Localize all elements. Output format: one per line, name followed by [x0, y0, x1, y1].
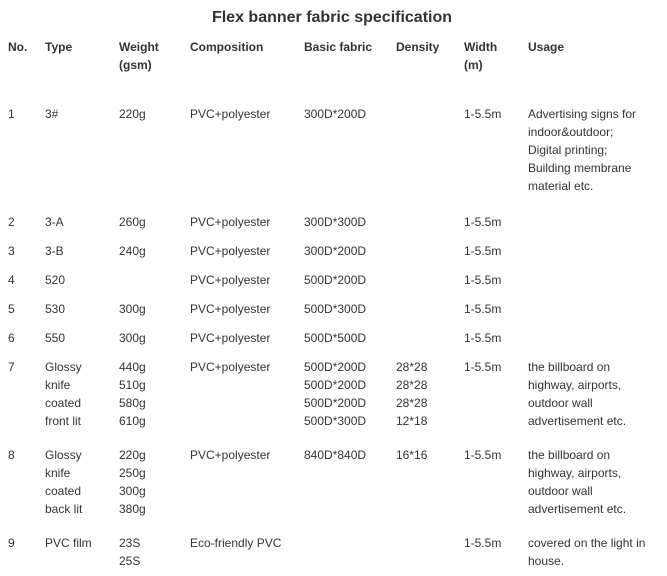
cell-basic-fabric: 500D*300D: [304, 302, 367, 316]
cell-width: 1-5.5m: [464, 360, 502, 374]
cell-type: 3-A: [45, 215, 64, 229]
cell-weight: 220g: [119, 107, 146, 121]
cell-no: 7: [8, 360, 15, 374]
cell-width: 1-5.5m: [464, 273, 502, 287]
cell-composition: Eco-friendly PVC: [190, 536, 282, 550]
cell-no: 3: [8, 244, 15, 258]
page-title: Flex banner fabric specification: [211, 9, 453, 26]
cell-composition: PVC+polyester: [190, 302, 271, 316]
cell-weight: 260g: [119, 215, 146, 229]
cell-composition: PVC+polyester: [190, 215, 271, 229]
cell-weight: 300g: [119, 331, 146, 345]
cell-density: 28*28 28*28 28*28 12*18: [396, 360, 428, 428]
header-composition: Composition: [190, 40, 264, 54]
cell-basic-fabric: 300D*300D: [304, 215, 367, 229]
cell-usage: covered on the light in house.: [528, 536, 646, 568]
cell-usage: the billboard on highway, airports, outdoor wall advertisement etc.: [528, 448, 627, 516]
cell-composition: PVC+polyester: [190, 244, 271, 258]
cell-density: 16*16: [396, 448, 428, 462]
cell-no: 4: [8, 273, 15, 287]
header-width: Width (m): [464, 40, 498, 72]
cell-width: 1-5.5m: [464, 448, 502, 462]
cell-type: 550: [45, 331, 66, 345]
cell-basic-fabric: 500D*200D: [304, 273, 367, 287]
cell-type: Glossy knife coated front lit: [45, 360, 82, 428]
cell-no: 6: [8, 331, 15, 345]
cell-composition: PVC+polyester: [190, 273, 271, 287]
cell-type: 3#: [45, 107, 59, 121]
cell-type: Glossy knife coated back lit: [45, 448, 83, 516]
cell-weight: 220g 250g 300g 380g: [119, 448, 146, 516]
header-weight: Weight (gsm): [119, 40, 159, 72]
cell-composition: PVC+polyester: [190, 331, 271, 345]
header-type: Type: [45, 40, 73, 54]
cell-width: 1-5.5m: [464, 244, 502, 258]
cell-no: 1: [8, 107, 15, 121]
cell-weight: 240g: [119, 244, 146, 258]
cell-composition: PVC+polyester: [190, 360, 271, 374]
cell-weight: 440g 510g 580g 610g: [119, 360, 146, 428]
header-usage: Usage: [528, 40, 565, 54]
cell-no: 9: [8, 536, 15, 550]
cell-width: 1-5.5m: [464, 331, 502, 345]
cell-usage: the billboard on highway, airports, outdoor wall advertisement etc.: [528, 360, 627, 428]
cell-basic-fabric: 500D*500D: [304, 331, 367, 345]
cell-composition: PVC+polyester: [190, 448, 271, 462]
cell-type: PVC film: [45, 536, 92, 550]
header-no: No.: [8, 40, 28, 54]
cell-width: 1-5.5m: [464, 536, 502, 550]
cell-type: 520: [45, 273, 66, 287]
cell-width: 1-5.5m: [464, 215, 502, 229]
cell-type: 530: [45, 302, 66, 316]
cell-composition: PVC+polyester: [190, 107, 271, 121]
cell-basic-fabric: 300D*200D: [304, 244, 367, 258]
header-density: Density: [396, 40, 440, 54]
cell-basic-fabric: 500D*200D 500D*200D 500D*200D 500D*300D: [304, 360, 367, 428]
cell-no: 5: [8, 302, 15, 316]
cell-width: 1-5.5m: [464, 302, 502, 316]
cell-width: 1-5.5m: [464, 107, 502, 121]
cell-no: 8: [8, 448, 15, 462]
cell-basic-fabric: 840D*840D: [304, 448, 367, 462]
cell-weight: 300g: [119, 302, 146, 316]
cell-weight: 23S 25S: [119, 536, 141, 568]
cell-usage: Advertising signs for indoor&outdoor; Digital printing; Building membrane material etc.: [528, 107, 637, 193]
header-basic-fabric: Basic fabric: [304, 40, 373, 54]
cell-type: 3-B: [45, 244, 64, 258]
cell-no: 2: [8, 215, 15, 229]
cell-basic-fabric: 300D*200D: [304, 107, 367, 121]
